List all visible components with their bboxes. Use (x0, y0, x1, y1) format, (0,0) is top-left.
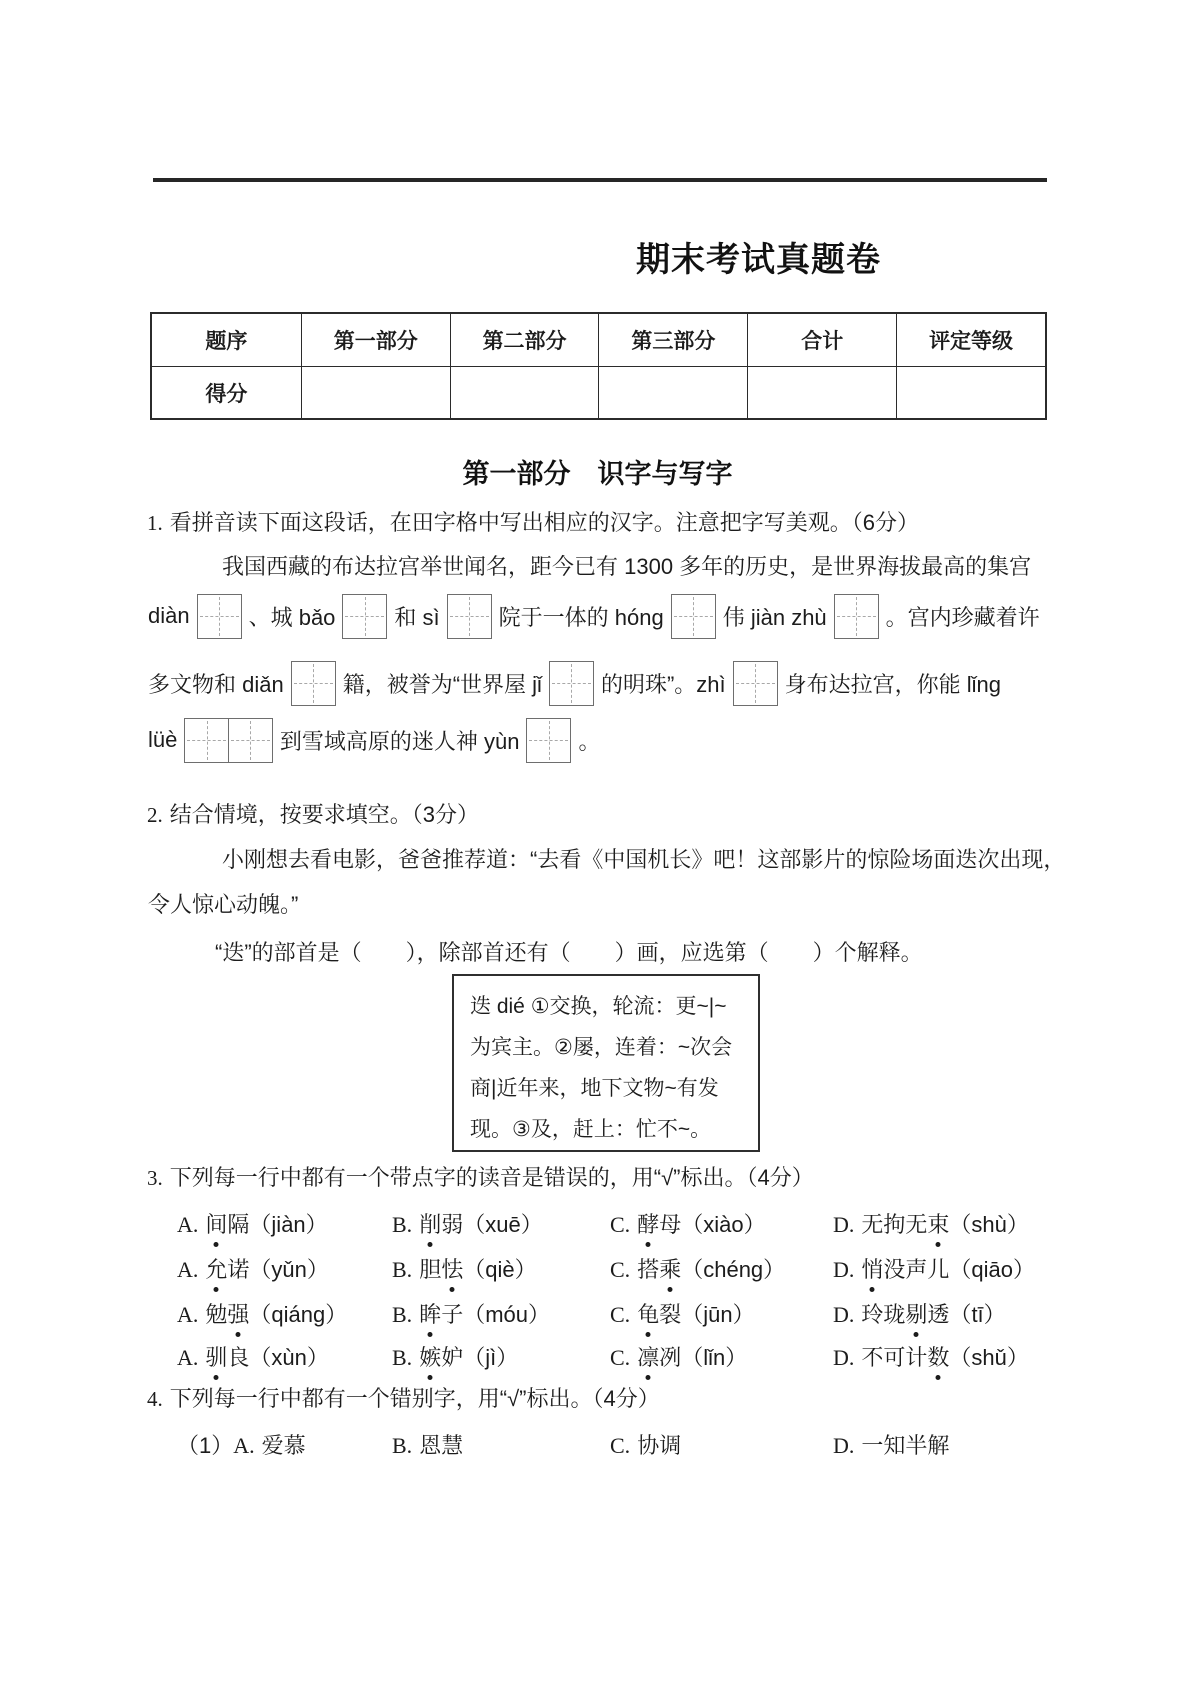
answer-box-dian2[interactable] (291, 661, 336, 706)
answer-box-si[interactable] (447, 594, 492, 639)
q1-line3-text: 多文物和 diǎn (148, 671, 284, 697)
q1-line4-text: lüè (148, 727, 178, 752)
q1-line3-text: 的明珠”。zhì (600, 671, 726, 697)
option-c[interactable]: C. 凛冽（lǐn） (610, 1341, 833, 1372)
q1-paragraph-line3 (148, 657, 1047, 709)
score-input-cell-grade[interactable] (896, 366, 1045, 418)
option-a[interactable]: A. 间隔（jiàn） (177, 1208, 392, 1239)
option-a[interactable]: A. 允诺（yǔn） (177, 1253, 392, 1284)
score-table-header-grade: 评定等级 (896, 314, 1045, 366)
score-row-label: 得分 (152, 366, 301, 418)
answer-box-zhu[interactable] (834, 594, 879, 639)
answer-box-hong[interactable] (671, 594, 716, 639)
answer-box-lue-cell[interactable] (228, 718, 273, 763)
definition-line: 现。③及，赶上：忙不~。 (470, 1118, 712, 1141)
score-input-cell-part3[interactable] (598, 366, 747, 418)
question-4-text: 下列每一行中都有一个错别字，用“√”标出。（4分） (169, 1386, 660, 1411)
q2-paragraph-line2: 令人惊心动魄。” (148, 892, 299, 917)
option-b[interactable]: B. 嫉妒（jì） (392, 1341, 610, 1372)
score-table-header-question-order: 题序 (205, 330, 248, 353)
question-3-header (147, 1161, 814, 1192)
question-2-header (147, 798, 479, 829)
definition-line: 迭 dié ①交换，轮流：更~|~ (470, 995, 727, 1018)
option-b[interactable]: B. 眸子（móu） (392, 1298, 610, 1329)
question-1-header (147, 506, 919, 537)
score-input-cell-part2[interactable] (450, 366, 599, 418)
q1-line2-text: 院于一体的 hóng (498, 604, 664, 630)
score-input-cell-part1[interactable] (301, 366, 450, 418)
option-c[interactable]: C. 酵母（xiào） (610, 1208, 833, 1239)
q1-line2-text: 伟 jiàn zhù (722, 604, 827, 630)
option-c[interactable]: C. 搭乘（chéng） (610, 1253, 833, 1284)
section-heading: 第一部分 识字与写字 (462, 459, 733, 489)
page-title: 期末考试真题卷 (636, 241, 881, 279)
answer-box-bao[interactable] (342, 594, 387, 639)
q1-line4-text: 到雪域高原的迷人神 yùn (279, 728, 520, 754)
option-c[interactable]: C. 协调 (610, 1433, 682, 1458)
question-2-number: 2. (147, 803, 163, 827)
q3-option-row-1 (148, 1208, 1068, 1239)
header-rule (153, 178, 1047, 182)
definition-line: 为宾主。②屡，连着：~次会 (470, 1036, 733, 1059)
q1-paragraph-line4 (148, 714, 1047, 766)
question-4-header (147, 1382, 660, 1413)
option-d[interactable]: D. 悄没声儿（qiāo） (833, 1253, 1068, 1284)
option-a[interactable]: A. 驯良（xùn） (177, 1341, 392, 1372)
option-a[interactable]: A. 勉强（qiáng） (177, 1298, 392, 1329)
score-table-header-part3: 第三部分 (598, 314, 747, 366)
q1-paragraph-line1: 我国西藏的布达拉宫举世闻名，距今已有 1300 多年的历史，是世界海拔最高的集宫 (222, 554, 1032, 579)
question-3-text: 下列每一行中都有一个带点字的读音是错误的，用“√”标出。（4分） (169, 1165, 814, 1190)
q1-line3-text: 身布达拉宫，你能 lǐng (784, 671, 1001, 697)
option-d[interactable]: D. 不可计数（shǔ） (833, 1341, 1068, 1372)
answer-box-zhi[interactable] (733, 661, 778, 706)
option-d[interactable]: D. 无拘无束（shù） (833, 1208, 1068, 1239)
q3-option-row-3 (148, 1298, 1068, 1329)
option-b[interactable]: B. 削弱（xuē） (392, 1208, 610, 1239)
question-2-text: 结合情境，按要求填空。（3分） (169, 802, 479, 827)
question-1-text: 看拼音读下面这段话，在田字格中写出相应的汉字。注意把字写美观。（6分） (169, 510, 919, 535)
score-table-header-total: 合计 (747, 314, 896, 366)
q1-line3-text: 籍，被誉为“世界屋 jǐ (342, 671, 542, 697)
question-4-number: 4. (147, 1387, 163, 1411)
score-table-header-part1: 第一部分 (301, 314, 450, 366)
option-a[interactable]: （1）A. 爱慕 (177, 1433, 306, 1458)
score-table (150, 312, 1047, 420)
score-table-header-part2: 第二部分 (450, 314, 599, 366)
option-d[interactable]: D. 一知半解 (833, 1433, 950, 1458)
q3-option-row-2 (148, 1253, 1068, 1284)
q3-option-row-4 (148, 1341, 1068, 1372)
q1-line2-text: 和 sì (394, 604, 440, 630)
question-1-number: 1. (147, 511, 163, 535)
option-d[interactable]: D. 玲珑剔透（tī） (833, 1298, 1068, 1329)
q1-paragraph-line2 (148, 590, 1047, 642)
answer-box-linglue[interactable] (184, 718, 273, 763)
option-b[interactable]: B. 胆怯（qiè） (392, 1253, 610, 1284)
score-input-cell-total[interactable] (747, 366, 896, 418)
option-c[interactable]: C. 龟裂（jūn） (610, 1298, 833, 1329)
q4-option-row-1 (148, 1429, 1068, 1460)
answer-box-dian[interactable] (197, 594, 242, 639)
dictionary-definition-box (452, 974, 760, 1152)
answer-box-yun[interactable] (526, 718, 571, 763)
answer-box-ling-cell[interactable] (184, 718, 229, 763)
answer-box-ji[interactable] (549, 661, 594, 706)
option-b[interactable]: B. 恩慧 (392, 1433, 464, 1458)
q1-line4-text: 。 (578, 728, 601, 754)
q1-line2-text: 。宫内珍藏着许 (885, 604, 1040, 630)
q1-line2-text: 、城 bǎo (248, 604, 336, 630)
q2-paragraph-line1: 小刚想去看电影，爸爸推荐道：“去看《中国机长》吧！这部影片的惊险场面迭次出现， (222, 847, 1066, 872)
q1-line2-text: diàn (148, 603, 190, 628)
question-3-number: 3. (147, 1166, 163, 1190)
definition-line: 商|近年来，地下文物~有发 (470, 1077, 719, 1100)
q2-fill-in-line[interactable]: “迭”的部首是（ ），除部首还有（ ）画，应选第（ ）个解释。 (215, 940, 923, 965)
